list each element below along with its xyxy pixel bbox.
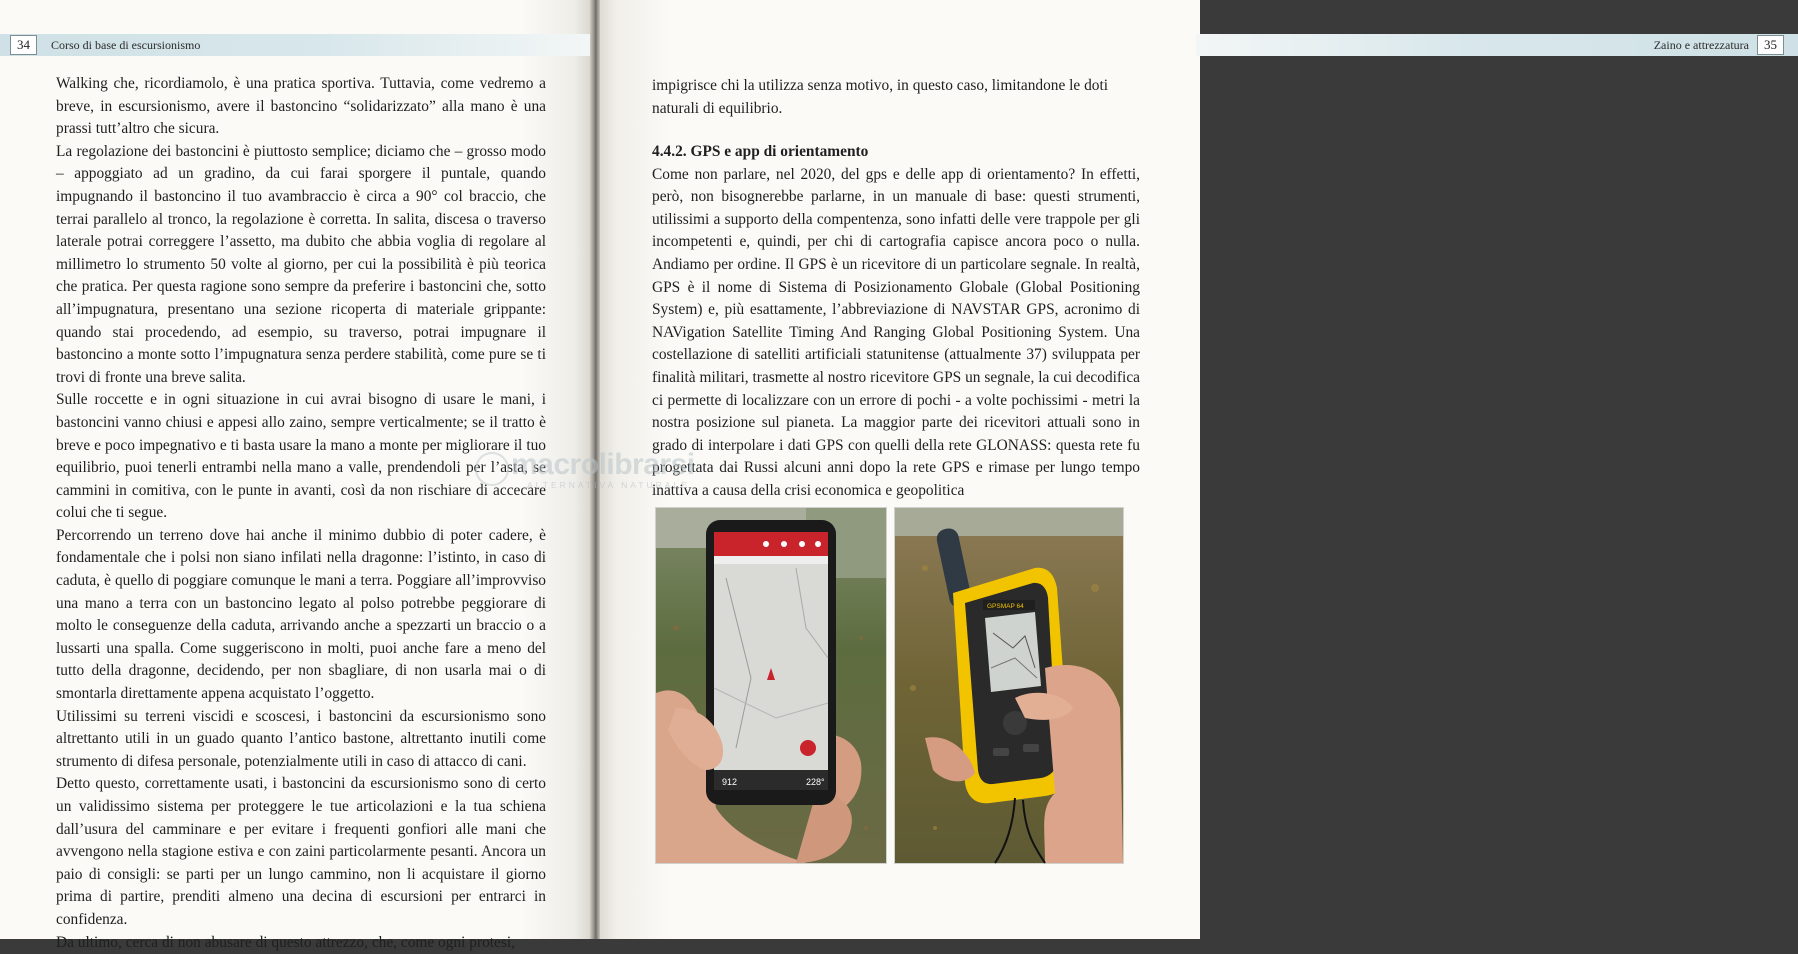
left-running-header xyxy=(0,34,592,56)
right-running-header xyxy=(1196,34,1798,56)
section-heading: 4.4.2. GPS e app di orientamento xyxy=(652,143,869,160)
left-page-number: 34 xyxy=(10,35,37,55)
right-running-head: Zaino e attrezzatura xyxy=(1653,38,1749,52)
left-running-head: Corso di base di escursionismo xyxy=(51,38,201,52)
phone-readout-left: 912 xyxy=(722,777,738,787)
right-page-number: 35 xyxy=(1757,35,1784,55)
section-paragraph: Come non parlare, nel 2020, del gps e delle app di orientamento? In effetti, però, non bisognerebbe parlarne, in un manuale di base: questi strumenti, utilissimi a supporto della compentenza, sono infatti delle vere trappole per gli incompetenti e, quindi, per chi di cartografia capisce ancora poco o nulla. Andiamo per ordine. Il GPS è un ricevitore di un particolare segnale. In realtà, GPS è il nome di Sistema di Posizionamento Globale (Global Positioning System) e, più esattamente, l’abbreviazione di NAVSTAR GPS, acronimo di NAVigation Satellite Timing And Ranging Global Positioning System. Una costellazione di satelliti artificiali statunitense (attualmente 37) sviluppata per finalità militari, trasmette al nostro ricevitore GPS un segnale, la cui decodifica ci permette di localizzare con un errore di pochi - a volte pochissimi - metri la nostra posizione sul pianeta. La maggior parte dei ricevitori attuali sono in grado di interpolare i dati GPS con quelli della rete GLONASS: questa rete fu progettata dai Russi alcuni anni dopo la rete GPS e rimase per lungo tempo inattiva a causa della crisi economica e geopolitica xyxy=(652,165,1140,499)
phone-readout-right: 228° xyxy=(806,777,825,787)
paragraph: Walking che, ricordiamolo, è una pratica sportiva. Tuttavia, come vedremo a breve, in escursionismo, avere il bastoncino “solidarizzato” alla mano è una prassi tutt’altro che sicura. xyxy=(56,75,546,138)
continuation-text xyxy=(652,75,1140,120)
gps-section xyxy=(652,141,1140,503)
device-label: GPSMAP 64 xyxy=(987,603,1024,610)
watermark-tagline: ALTERNATIVA NATURALE xyxy=(527,480,690,490)
photo-handheld-gps xyxy=(895,508,1123,863)
watermark-brand: macrolibrarsi xyxy=(511,448,695,481)
paragraph: Utilissimi su terreni viscidi e scoscesi, i bastoncini da escursionismo sono altrettanto utili in un guado quanto l’antico bastone, altrettanto inutili come strumento di difesa personale, potenzialmente utili in caso di attacco di cani. xyxy=(56,707,546,770)
left-page xyxy=(0,0,592,951)
paragraph: Detto questo, correttamente usati, i bastoncini da escursionismo sono di certo un validissimo sistema per proteggere le tue articolazioni e la tua schiena dall’usura del camminare e per evitare i frequenti gonfiori alle mani che avvengono nella stagione estiva e con zaini particolarmente pesanti. Ancora un paio di consigli: se parti per un lungo cammino, non li acquistare il giorno prima di partire, prenditi almeno una decina di escursioni per entrarci in confidenza. xyxy=(56,775,546,928)
paragraph: impigrisce chi la utilizza senza motivo, in questo caso, limitandone le doti naturali di equilibrio. xyxy=(652,77,1109,117)
left-body-text xyxy=(56,73,546,954)
book-gutter xyxy=(590,0,600,939)
paragraph: Percorrendo un terreno dove hai anche il minimo dubbio di poter cadere, è fondamentale che i polsi non siano infilati nella dragonne: l’istinto, in caso di caduta, è quello di poggiare comunque le mani a terra. Poggiare all’improvviso una mano a terra con un bastoncino legato al polso potrebbe peggiorare di molto le conseguenze della caduta, arrivando anche a spezzarti un braccio o a lussarti una spalla. Come suggeriscono in molti, puoi anche fare a meno del tutto della dragonne, decidendo, per non sbagliare, di non usarla mai o di smontarla direttamente appena acquistato l’oggetto. xyxy=(56,526,546,703)
paragraph: Da ultimo, cerca di non abusare di questo attrezzo, che, come ogni protesi, xyxy=(56,933,515,951)
paragraph: Sulle roccette e in ogni situazione in cui avrai bisogno di usare le mani, i bastoncini vanno chiusi e appesi allo zaino, sempre verticalmente; se il tratto è breve e poco impegnativo e ti basta usare la mano a monte per migliorare il tuo equilibrio, puoi tenerli entrambi nella mano a valle, prendendoli per l’asta, se cammini in comitiva, con le punte in avanti, così da non rischiare di accecare colui che ti segue. xyxy=(56,391,546,522)
paragraph: La regolazione dei bastoncini è piuttosto semplice; diciamo che – grosso modo – appoggiato ad un gradino, da cui farai sporgere il puntale, quando impugnando il bastoncino il tuo avambraccio è circa a 90° col braccio, che terrai parallelo al tronco, la regolazione è corretta. In salita, discesa o traverso laterale potrai correggere l’assetto, ma dubito che abbia voglia di regolare al millimetro lo strumento 50 volte al giorno, per cui la possibilità è più teorica che pratica. Per questa ragione sono sempre da preferire i bastoncini che, sotto all’impugnatura, presentano una sezione ricoperta di materiale grippante: quando stai procedendo, ad esempio, su traverso, potrai impugnare il bastoncino a monte sotto l’impugnatura senza perdere stabilità, come pure se ti trovi di fronte una breve salita. xyxy=(56,142,546,386)
photo-smartphone-app xyxy=(656,508,886,863)
